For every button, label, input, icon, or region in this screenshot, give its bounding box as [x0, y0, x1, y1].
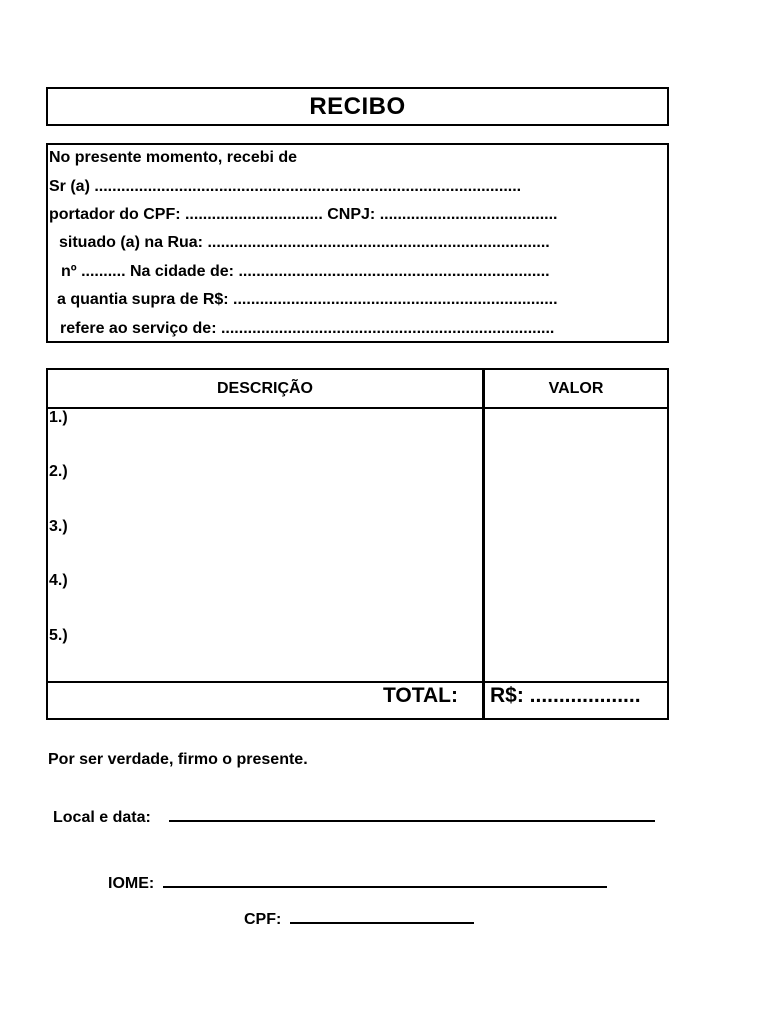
info-line-cpf-cnpj: portador do CPF: ............................... CNPJ: ........................................: [49, 206, 558, 223]
receipt-info-box: [46, 143, 669, 343]
item-row-3: 3.): [49, 518, 68, 535]
info-line-amount: a quantia supra de R$: .........................................................................: [57, 291, 558, 308]
cpf-row: [244, 908, 474, 929]
total-divider: [48, 681, 667, 683]
info-line-street: situado (a) na Rua: .............................................................................: [59, 234, 550, 251]
info-line-number-city: nº .......... Na cidade de: ......................................................................: [61, 263, 550, 280]
place-date-label: Local e data:: [53, 809, 151, 826]
item-row-5: 5.): [49, 627, 68, 644]
column-divider: [482, 370, 485, 718]
statement-text: Por ser verdade, firmo o presente.: [48, 751, 308, 768]
info-line-name: Sr (a) ................................................................................................: [49, 178, 522, 195]
name-label: IOME:: [108, 875, 155, 892]
cpf-line: [290, 908, 474, 924]
info-line-service: refere ao serviço de: ...........................................................................: [60, 320, 555, 337]
item-row-4: 4.): [49, 572, 68, 589]
header-description: DESCRIÇÃO: [216, 379, 313, 397]
receipt-title-box: [46, 87, 669, 126]
cpf-label: CPF:: [244, 911, 282, 928]
total-label: TOTAL:: [382, 684, 458, 707]
items-table: [46, 368, 669, 720]
name-line: [163, 872, 607, 888]
item-row-1: 1.): [49, 409, 68, 426]
total-value: R$: ...................: [490, 684, 641, 707]
receipt-title: RECIBO: [309, 92, 406, 120]
place-date-row: [53, 806, 655, 827]
name-row: [108, 872, 607, 893]
header-divider: [48, 407, 667, 409]
info-line-received-from: No presente momento, recebi de: [49, 149, 298, 166]
item-row-2: 2.): [49, 463, 68, 480]
place-date-line: [169, 806, 655, 822]
header-value: VALOR: [548, 379, 604, 397]
